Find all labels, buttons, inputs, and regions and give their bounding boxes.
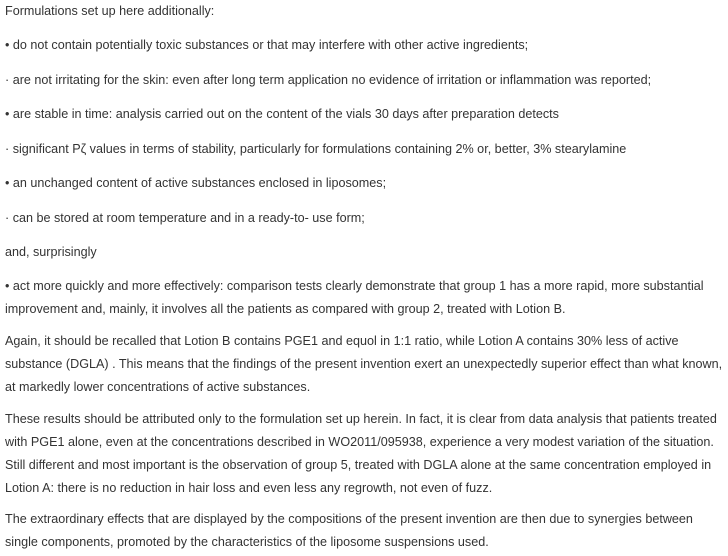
bullet-p-zeta-values: · significant Pζ values in terms of stability, particularly for formulations containing 2% or, better, 3% stearylamine	[5, 142, 627, 156]
results-paragraph: These results should be attributed only to the formulation set up herein. In fact, it is clear from data analysis that patients treated with PGE1 alone, even at the concentrations described in WO2011/095938, experience a very modest variation of the situation. Still different and most important is the observation of group 5, treated with DGLA alone at the same concentration employed in Lotion A: there is no reduction in hair loss and even less any regrowth, not even of fuzz.	[5, 412, 721, 495]
intro-paragraph: Formulations set up here additionally:	[5, 4, 215, 18]
bullet-not-irritating: · are not irritating for the skin: even after long term application no evidence of irritation or inflammation was reported;	[5, 73, 652, 87]
bullet-no-toxic-substances: • do not contain potentially toxic substances or that may interfere with other active ingredients;	[5, 38, 529, 52]
bullet-act-more-quickly: • act more quickly and more effectively: comparison tests clearly demonstrate that group 1 has a more rapid, more substantial improvement and, mainly, it involves all the patients as compared with group 2, treated with Lotion B.	[5, 279, 708, 316]
bullet-room-temperature: · can be stored at room temperature and in a ready-to- use form;	[5, 211, 365, 225]
bullet-stable-in-time: • are stable in time: analysis carried out on the content of the vials 30 days after preparation detects	[5, 107, 559, 121]
surprisingly-line: and, surprisingly	[5, 245, 97, 259]
bullet-unchanged-content: • an unchanged content of active substances enclosed in liposomes;	[5, 176, 387, 190]
lotion-comparison-paragraph: Again, it should be recalled that Lotion B contains PGE1 and equol in 1:1 ratio, while Lotion A contains 30% less of active substance (DGLA) . This means that the findings of the present invention exert an unexpectedly superior effect than what known, at markedly lower concentrations of active substances.	[5, 334, 726, 394]
conclusion-paragraph: The extraordinary effects that are displayed by the compositions of the present invention are then due to synergies between single components, promoted by the characteristics of the liposome suspensions used.	[5, 512, 697, 549]
